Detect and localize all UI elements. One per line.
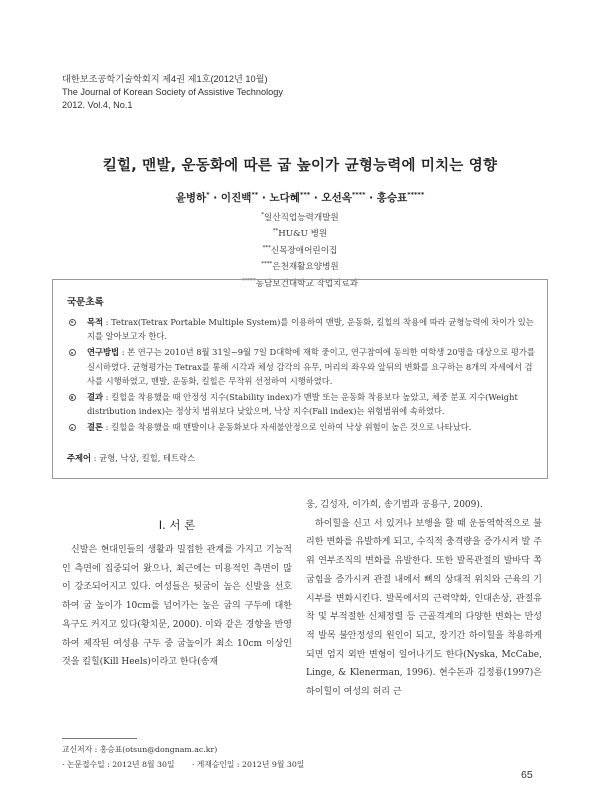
author-separator: · [261,192,266,204]
affiliation [0,225,600,241]
circle-bullet-icon [69,349,76,356]
abstract-label: 목적 [87,317,104,327]
circle-bullet-icon [69,394,76,401]
affiliation-mark: * [261,212,265,218]
journal-volume: 2012. Vol.4, No.1 [62,100,133,110]
circle-bullet-icon [69,424,76,431]
author-separator: · [313,192,318,204]
author-mark: ** [251,190,259,199]
author-mark: **** [351,190,366,199]
affiliation-mark: **** [261,261,273,268]
affiliation-text: 은천재활요양병원 [272,262,339,273]
footnote-divider [62,738,137,739]
author-name: 오선옥 [321,192,352,204]
author-name: 윤병하 [175,192,207,204]
author-name: 홍승표 [376,192,408,204]
keywords-label: 주제어 [67,453,92,463]
affiliation-text: HU&U 병원 [278,229,328,240]
body-column-left [62,541,292,672]
accepted-date: · 게재승인일 : 2012년 9월 30일 [191,760,305,769]
author-mark: * [206,190,210,199]
section-heading-introduction: I. 서 론 [158,518,196,532]
author-separator: · [369,192,374,204]
corresponding-author-note: 교신저자 : 홍승표(otsun@dongnam.ac.kr) [62,745,218,754]
affiliation-text: 일산직업능력개발원 [264,212,339,223]
author-mark: ***** [407,190,425,199]
journal-english-title: The Journal of Korean Society of Assistive Technology [62,87,283,97]
paper-title: 킬힐, 맨발, 운동화에 따른 굽 높이가 균형능력에 미치는 영향 [102,158,498,174]
keywords [67,452,195,464]
affiliation-text: 동남보건대학교 작업치료과 [255,278,359,289]
affiliation-mark: ** [272,228,279,235]
body-paragraph: 하이힐을 신고 서 있거나 보행을 할 때 운동역학적으로 불리한 변화를 유발하게 되고, 수직적 충격량을 증가시켜 발 주위 연부조직의 변화를 유발한다. 또한 발목관절의 발바닥 쪽 굽힘을 증가시켜 관절 내에서 뼈의 상대적 위치와 근육의 기시부를 변화시킨다. 발목에서의 근력약화, 인대손상, 관절유착 및 부적절한 신체정렬 등 근골격계의 다양한 변화는 만성적 발목 불안정성의 원인이 되고, 장기간 하이힐을 착용하게 되면 엄지 외반 변형이 일어나기도 한다(Nyska, McCabe, Linge, & Klenerman, 1996). 현수돈과 김정룡(1997)은 하이힐이 여성의 허리 근 [306,518,542,698]
abstract-text: : 킬힐을 착용했을 때 맨발이나 운동화보다 자세불안정으로 인하여 낙상 위험이 높은 것으로 나타났다. [103,422,472,433]
author-separator: · [213,192,218,204]
author-list [0,190,600,205]
abstract-box [52,279,548,479]
abstract-text: : 본 연구는 2010년 8월 31일~9월 7일 D대학에 재학 중이고, 연구참여에 동의한 여학생 20명을 대상으로 평가를 실시하였다. 균형평가는 Tetrax를 통해 시각과 체성 감각의 유무, 머리의 좌우와 앞뒤의 변화를 요구하는 8개의 자세에서 검사를 시행하였고, 맨발, 운동화, 킬힐은 무작위 선정하여 시행하였다. [87,347,535,386]
abstract-item-conclusion [67,420,537,434]
affiliation-text: 신목장애어린이집 [270,245,338,256]
abstract-text: : 킬힐을 착용했을 때 안정성 지수(Stability index)가 맨발 또는 운동화 착용보다 높았고, 체중 분포 지수(Weight distribution index)는 정상치 범위보다 낮았으며, 낙상 지수(Fall index)는 위험범위에 속하였다. [87,392,518,417]
affiliation [0,209,600,225]
author-mark: *** [299,190,311,199]
author-name: 노다혜 [269,192,300,204]
submission-dates [62,757,304,772]
abstract-label: 결과 [87,392,104,403]
abstract-item-result [67,390,537,418]
affiliation [0,258,600,274]
abstract-text: : Tetrax(Tetrax Portable Multiple System)를 이용하여 맨발, 운동화, 킬힐의 착용에 따라 균형능력에 차이가 있는지를 알아보고자 한다. [87,317,534,342]
author-name: 이진백 [220,192,252,204]
footnotes [62,742,304,772]
body-paragraph-continued: 웅, 김성자, 이가희, 송기범과 공용구, 2009). [306,500,483,510]
abstract-item-method [67,345,537,388]
body-column-right [306,496,542,702]
affiliation [0,242,600,258]
journal-header [62,73,283,112]
page-number: 65 [521,769,533,781]
journal-korean-title: 대한보조공학기술학회지 제4권 제1호(2012년 10월) [62,74,268,84]
keywords-text: : 균형, 낙상, 킬힐, 테트락스 [91,453,196,463]
body-paragraph: 신발은 현대인들의 생활과 밀접한 관계를 가지고 기능적인 측면에 집중되어 왔으나, 최근에는 미용적인 측면이 많이 강조되어지고 있다. 여성들은 뒷굽이 높은 신발을 선호하여 굽 높이가 10cm를 넘어가는 높은 굽의 구두에 대한 욕구도 커지고 있다(황치문, 2000). 이와 같은 경향을 반영하여 제작된 여성용 구두 중 굽높이가 최소 10cm 이상인 것을 킬힐(Kill Heels)이라고 한다(송재 [62,545,292,668]
circle-bullet-icon [69,319,76,326]
abstract-label: 결론 [87,422,104,433]
abstract-heading: 국문초록 [67,297,104,308]
abstract-label: 연구방법 [87,347,120,358]
received-date: · 논문접수일 : 2012년 8월 30일 [62,760,175,769]
abstract-list [67,315,537,437]
affiliation-mark: *** [262,244,271,251]
affiliation-mark: ***** [241,277,256,284]
abstract-item-purpose [67,315,537,343]
